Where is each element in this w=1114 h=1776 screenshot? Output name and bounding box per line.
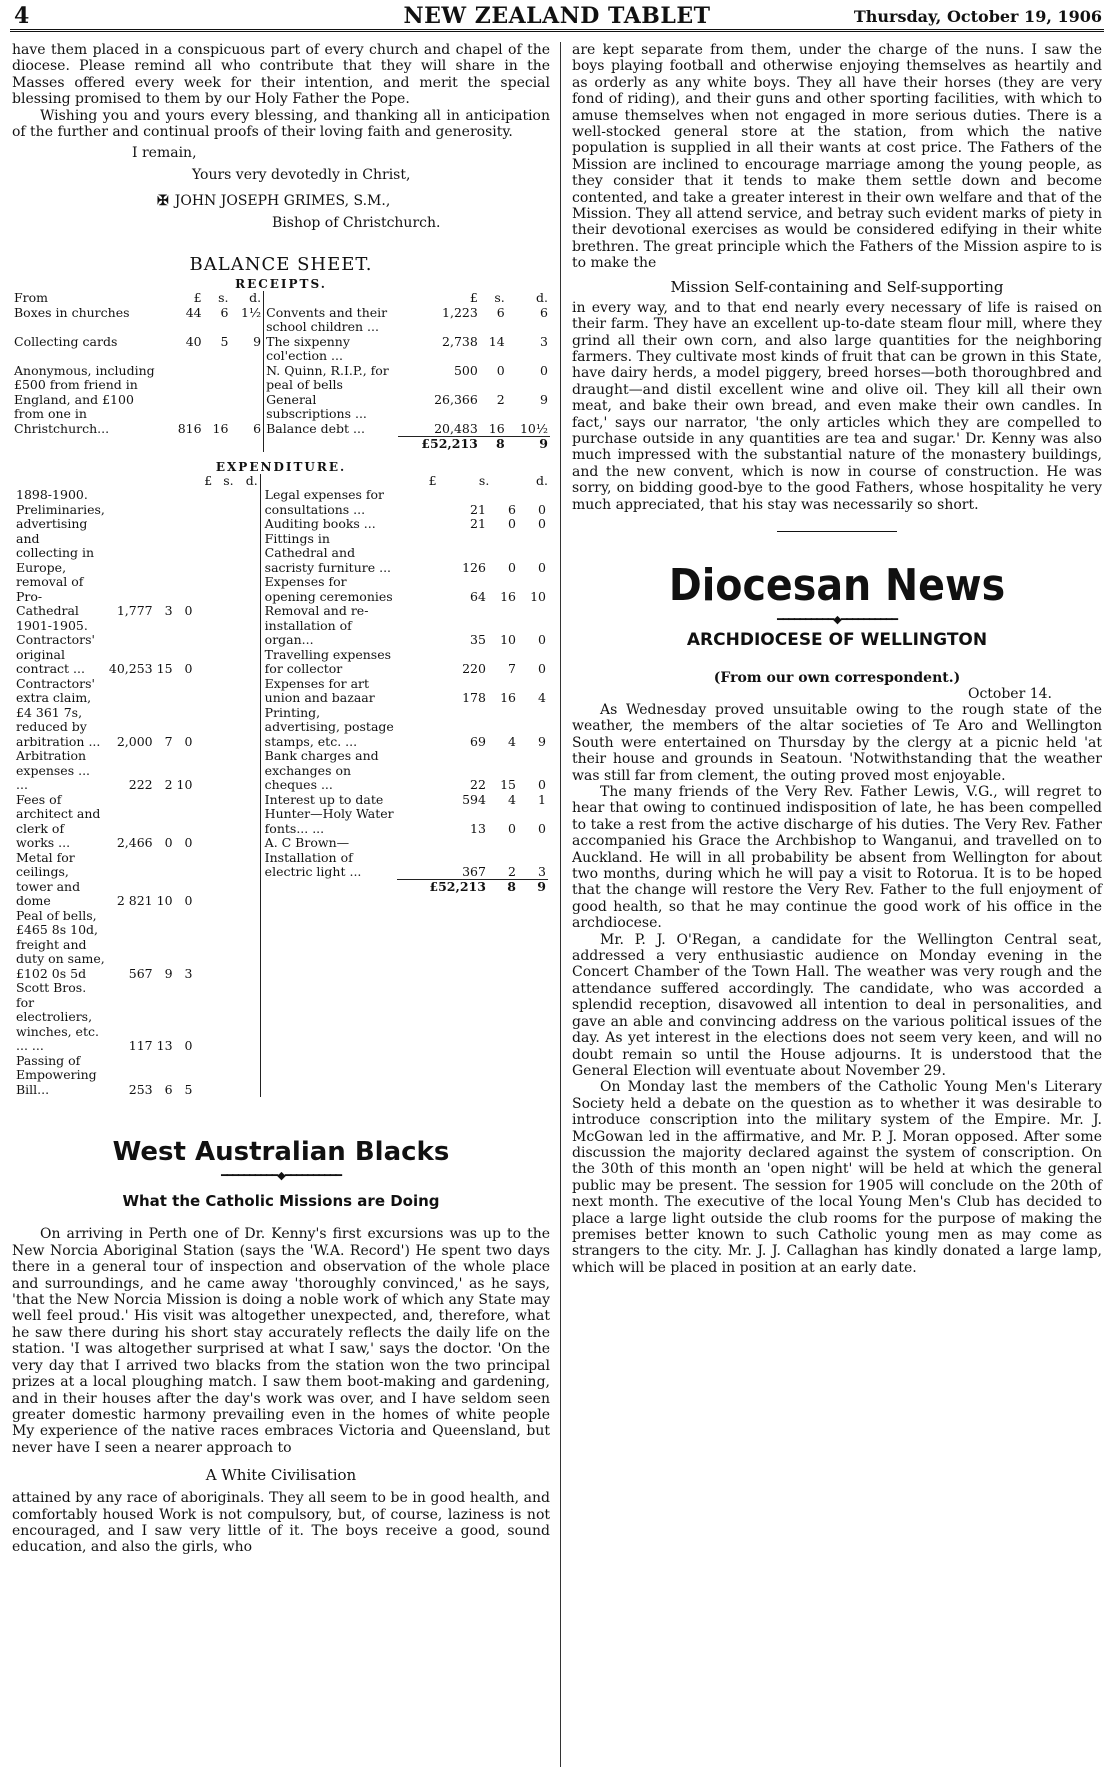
row-shillings: 6: [164, 1081, 173, 1097]
row-pounds: 816: [177, 421, 202, 437]
letter-sig-title: Bishop of Christchurch.: [272, 215, 441, 232]
total-shillings: 8: [488, 880, 518, 895]
column-divider: [560, 42, 561, 1767]
row-pence: 9: [253, 333, 262, 349]
cur-shilling: s.: [218, 290, 229, 306]
article-paragraph: are kept separate from them, under the charge of the nuns. I saw the boys playing football and otherwise enjoying themselves as heartily and as orderly as any white boys. They all have their horses (they are very fond of riding), and their guns and other sporting facilities, with which to amuse themselves when not engaged in more serious duties. There is a well-stocked general store at the station, from which the native population is supplied in all their wants at cost price. The Fathers of the Mission are inclined to encourage marriage among the young people, as they consider that it tends to make them settle down and become contented, and take a greater interest in their own welfare and that of the Mission. They all attend service, and betray such evident marks of piety in their devotional exercises as would be considered edifying in their white brethren. The great principle which the Fathers of the Mission aspire to is to make the: [572, 42, 1102, 272]
row-pounds: 178: [462, 690, 486, 706]
section-headline: Diocesan News: [668, 559, 1006, 611]
row-shillings: 15: [500, 777, 516, 793]
row-pence: 0: [538, 501, 546, 517]
table-row: [12, 306, 550, 335]
row-label: Collecting cards: [14, 333, 118, 349]
row-pence: 3: [184, 965, 193, 981]
row-pounds: 69: [470, 733, 486, 749]
row-shillings: 16: [488, 420, 505, 436]
row-label: Scott Bros. for electroliers, winches, etc. ... ...: [16, 980, 99, 1054]
cur-shilling: s.: [223, 472, 234, 488]
row-shillings: 6: [220, 304, 229, 320]
dateline: October 14.: [967, 685, 1052, 702]
article-subheadline: What the Catholic Missions are Doing: [122, 1192, 440, 1211]
row-pounds: 2,466: [116, 835, 153, 851]
row-label: Bank charges and exchanges on cheques ...: [264, 748, 379, 793]
row-label: Auditing books ...: [264, 516, 376, 532]
cur-pound: £: [428, 472, 437, 488]
row-label: Fittings in Cathedral and sacristy furniture ...: [264, 530, 392, 575]
row-pounds: 35: [470, 632, 486, 648]
table-row: [263, 604, 548, 648]
row-pounds: 21: [470, 516, 486, 532]
row-label: N. Quinn, R.I.P., for peal of bells: [264, 364, 399, 393]
row-pence: 6: [253, 421, 262, 437]
row-pence: 0: [184, 733, 193, 749]
receipts-table: [12, 291, 550, 452]
total-pounds: £52,213: [397, 880, 488, 895]
row-pence: 6: [540, 304, 548, 320]
cur-pence: d.: [536, 290, 548, 306]
row-label: 1901-1905. Contractors' original contract ...: [16, 617, 95, 677]
row-pence: 10: [530, 588, 546, 604]
table-row: [14, 1054, 194, 1098]
row-pounds: 64: [470, 588, 486, 604]
article-headline: West Australian Blacks: [112, 1137, 450, 1168]
table-row: [14, 851, 194, 909]
correspondent-line: (From our own correspondent.): [713, 669, 961, 686]
row-label: Convents and their school children ...: [264, 306, 399, 335]
row-label: Balance debt ...: [264, 422, 399, 437]
row-label: Anonymous, including £500 from friend in England, and £100 from one in Christchurch...: [14, 362, 155, 436]
diamond-rule-divider: ━━━━━━━━━━◆━━━━━━━━━━: [221, 1169, 341, 1183]
cur-pound: £: [204, 472, 213, 488]
row-pounds: 13: [470, 820, 486, 836]
row-pounds: 1,223: [442, 304, 478, 320]
row-pence: 9: [538, 733, 546, 749]
row-pounds: 253: [128, 1081, 153, 1097]
article-paragraph: in every way, and to that end nearly every necessary of life is raised on their farm. They have an excellent up-to-date steam flour mill, where they grind all their own corn, and also large quantities for the neighboring farmers. They cultivate most kinds of fruit that can be grown in this State, have dairy herds, a model piggery, breed horses—both thoroughbred and draught—and distil excellent wine and olive oil. They kill all their own meat, and bake their own bread, and even make their own candles. In fact,' says our narrator, 'the only articles which they are compelled to purchase outside in any quantities are tea and sugar.' Dr. Kenny was also much impressed with the substantial nature of the monastery buildings, and the new convent, which is now in course of construction. He was sorry, on bidding good-bye to the good Fathers, whose hospitality he very much appreciated, that his stay was necessarily so short.: [572, 299, 1102, 513]
diamond-rule-divider: ━━━━━━━━━━◆━━━━━━━━━━: [777, 612, 897, 626]
page-number: 4: [14, 3, 30, 29]
row-pence: 10½: [519, 420, 548, 436]
row-shillings: 2: [496, 391, 505, 407]
row-pounds: 367: [462, 863, 486, 879]
table-row: [263, 575, 548, 604]
row-shillings: 2: [508, 863, 516, 879]
row-shillings: 4: [508, 733, 516, 749]
row-pence: 3: [540, 333, 548, 349]
table-row: [14, 488, 194, 619]
article-paragraph: On Monday last the members of the Catholic Young Men's Literary Society held a debate on the question as to whether it was desirable to introduce conscription into the military system of the Empire. Mr. J. McGowan led in the affirmative, and Mr. P. J. Moran opposed. After some discussion the majority declared against the system of conscription. On the 30th of this month an 'open night' will be held at which the general public may be present. The session for 1905 will conclude on the 20th of next month. The executive of the local Young Men's Club has decided to place a large light outside the club rooms for the purpose of making the premises better known to such Catholic young men as may come as strangers to the city. Mr. J. J. Callaghan has kindly donated a large lamp, which will be placed in position at an early date.: [572, 1079, 1102, 1276]
row-pounds: 222: [128, 777, 153, 793]
row-pounds: 21: [470, 501, 486, 517]
letter-signature: JOHN JOSEPH GRIMES, S.M.,: [174, 193, 391, 210]
row-shillings: 0: [508, 559, 516, 575]
left-column: [12, 42, 550, 1556]
table-row: [14, 793, 194, 851]
table-row: [263, 793, 548, 808]
row-pounds: 500: [453, 362, 478, 378]
table-row: [14, 981, 194, 1054]
table-row: [14, 619, 194, 677]
row-pence: 3: [538, 863, 546, 879]
row-label: Expenses for art union and bazaar: [264, 675, 375, 706]
table-row: [263, 517, 548, 532]
row-label: Expenses for opening ceremonies: [264, 574, 393, 604]
table-row: [263, 532, 548, 576]
expenditure-total-row: [263, 880, 548, 895]
row-shillings: 10: [156, 893, 173, 909]
row-pence: 10: [176, 777, 193, 793]
row-label: General subscriptions ...: [264, 393, 399, 422]
row-pence: 0: [538, 820, 546, 836]
cur-pound: £: [469, 290, 478, 306]
row-pounds: 594: [462, 791, 486, 807]
row-shillings: 10: [500, 632, 516, 648]
row-pounds: 44: [185, 304, 202, 320]
row-shillings: 9: [164, 965, 173, 981]
row-label: Legal expenses for consultations ...: [264, 487, 385, 517]
row-label: Interest up to date: [264, 791, 384, 807]
row-label: Peal of bells, £465 8s 10d, freight and duty on same, £102 0s 5d: [16, 907, 105, 981]
letter-remain: I remain,: [132, 145, 197, 162]
cur-shilling: s.: [478, 472, 490, 488]
from-label: From: [14, 290, 49, 306]
row-pence: 0: [538, 777, 546, 793]
table-row: [12, 364, 550, 393]
row-pounds: 40: [185, 333, 202, 349]
row-pence: 0: [538, 661, 546, 677]
row-label: Printing, advertising, postage stamps, etc. ...: [264, 704, 394, 749]
row-shillings: 6: [508, 501, 516, 517]
table-row: [263, 677, 548, 706]
row-label: 1898-1900. Preliminaries, advertising and collecting in Europe, removal of Pro-Cathedral: [16, 487, 105, 619]
row-pounds: 220: [462, 661, 486, 677]
row-shillings: 3: [164, 603, 173, 619]
expenditure-title: EXPENDITURE.: [215, 459, 347, 474]
table-row: [263, 706, 548, 750]
row-pence: 0: [538, 516, 546, 532]
letter-paragraph: have them placed in a conspicuous part of every church and chapel of the diocese. Please remind all who contribute that they will share in the Masses offered every week for their intention, and merit the special blessing promised to them by our Holy Father the Pope.: [12, 42, 550, 108]
row-pounds: 20,483: [434, 420, 478, 436]
row-shillings: 16: [212, 421, 229, 437]
table-row: [263, 807, 548, 836]
row-pence: 0: [184, 835, 193, 851]
row-pounds: 2,738: [442, 333, 478, 349]
article-paragraph: attained by any race of aboriginals. They all seem to be in good health, and comfortably housed Work is not compulsory, but, of course, laziness is not encouraged, and I saw very little of it. The boys receive a good, sound education, and also the girls, who: [12, 1490, 550, 1556]
row-pounds: 2 821: [116, 893, 153, 909]
row-shillings: 0: [496, 362, 505, 378]
row-label: Fees of architect and clerk of works ...: [16, 791, 101, 851]
row-shillings: 16: [500, 588, 516, 604]
row-label: Boxes in churches: [14, 304, 130, 320]
row-label: Metal for ceilings, tower and dome: [16, 849, 81, 909]
row-label: A. C Brown—Installation of electric light ...: [264, 835, 362, 880]
row-pounds: 26,366: [434, 391, 478, 407]
right-column: [572, 42, 1102, 1276]
row-shillings: 2: [164, 777, 173, 793]
balance-sheet-title: BALANCE SHEET.: [189, 254, 373, 276]
cur-shilling: s.: [494, 290, 505, 306]
cur-pound: £: [193, 290, 202, 306]
total-pence: 9: [518, 880, 548, 895]
row-shillings: 0: [508, 820, 516, 836]
table-row: [263, 488, 548, 517]
row-pounds: 567: [128, 965, 153, 981]
row-pence: 5: [184, 1081, 193, 1097]
row-shillings: 4: [508, 791, 516, 807]
article-paragraph: Mr. P. J. O'Regan, a candidate for the Wellington Central seat, addressed a very enthusiastic audience on Monday evening in the Concert Chamber of the Town Hall. The weather was very rough and the attendance suffered accordingly. The candidate, who was accorded a splendid reception, disavowed all intention to deal in personalities, and gave an able and convincing address on the various political issues of the day. As yet interest in the elections does not seem very keen, and will no doubt remain so until the House adjourns. It is understood that the General Election will eventuate about November 29.: [572, 931, 1102, 1079]
row-shillings: 0: [164, 835, 173, 851]
cur-pence: d.: [249, 290, 262, 306]
table-row: [12, 335, 550, 364]
row-label: Removal and re-installation of organ...: [264, 603, 369, 648]
row-label: Passing of Empowering Bill...: [16, 1052, 97, 1097]
row-label: The sixpenny col'ection ...: [264, 335, 399, 364]
row-shillings: 16: [500, 690, 516, 706]
table-row: [14, 677, 194, 750]
expenditure-table: [12, 474, 550, 1098]
row-pence: 1: [538, 791, 546, 807]
article-paragraph: The many friends of the Very Rev. Father Lewis, V.G., will regret to hear that owing to continued indisposition of late, he has been compelled to take a rest from the active discharge of his duties. The Very Rev. Father accompanied his Grace the Archbishop to Wanganui, and travelled on to Auckland. He will in all probability be absent from Wellington for about two months, during which he will pay a visit to Rotorua. It is to be hoped that the change will restore the Very Rev. Father to the full enjoyment of good health, so that he may continue the good work of his office in the archdiocese.: [572, 784, 1102, 932]
row-shillings: 13: [156, 1038, 173, 1054]
row-pence: 0: [184, 893, 193, 909]
letter-yours: Yours very devotedly in Christ,: [192, 167, 411, 184]
cur-pence: d.: [245, 472, 258, 488]
total-shillings: 8: [480, 437, 507, 452]
table-row: [14, 909, 194, 982]
masthead: [10, 3, 1104, 32]
section-subheadline: ARCHDIOCESE OF WELLINGTON: [686, 629, 988, 650]
table-row: [263, 749, 548, 793]
section-subhead: A White Civilisation: [205, 1466, 357, 1485]
row-shillings: 14: [488, 333, 505, 349]
issue-date: Thursday, October 19, 1906: [853, 7, 1102, 26]
row-pence: 4: [538, 690, 546, 706]
table-row: [14, 749, 194, 793]
row-pounds: 1,777: [116, 603, 153, 619]
receipts-total-row: [12, 437, 550, 452]
row-label: Arbitration expenses ... ...: [16, 748, 91, 793]
total-pence: 9: [507, 437, 550, 452]
row-pence: 0: [538, 559, 546, 575]
newspaper-title: NEW ZEALAND TABLET: [403, 3, 711, 29]
row-shillings: 0: [508, 516, 516, 532]
row-shillings: 7: [508, 661, 516, 677]
letter-paragraph: Wishing you and yours every blessing, and thanking all in anticipation of the further and continual proofs of their loving faith and generosity.: [12, 107, 550, 141]
row-pence: 0: [184, 603, 193, 619]
row-label: Hunter—Holy Water fonts... ...: [264, 806, 394, 836]
total-pounds: £52,213: [398, 437, 480, 452]
row-pence: 1½: [241, 304, 262, 320]
row-label: Contractors' extra claim, £4 361 7s, reduced by arbitration ...: [16, 675, 101, 749]
row-shillings: 7: [164, 733, 173, 749]
row-pounds: 117: [128, 1038, 153, 1054]
article-paragraph: On arriving in Perth one of Dr. Kenny's first excursions was up to the New Norcia Aboriginal Station (says the 'W.A. Record') He spent two days there in a general tour of inspection and observation of the whole place and surroundings, and he came away 'thoroughly convinced,' as he says, 'that the New Norcia Mission is doing a noble work of which any State may well feel proud.' His visit was altogether unexpected, and, therefore, what he saw there during his short stay accurately reflects the daily life on the station. 'I was altogether surprised at what I saw,' says the doctor. 'On the very day that I arrived two blacks from the station won the two principal prizes at a local ploughing match. I saw them boot-making and gardening, and in their houses after the day's work was over, and I have seldom seen greater domestic harmony prevailing even in the homes of white people My experience of the native races embraces Victoria and Queensland, but never have I seen a nearer approach to: [12, 1226, 550, 1456]
row-pence: 0: [538, 632, 546, 648]
row-pounds: 2,000: [116, 733, 153, 749]
row-pence: 0: [540, 362, 548, 378]
row-pounds: 22: [470, 777, 486, 793]
cross-icon: ✠: [157, 193, 169, 210]
receipts-title: RECEIPTS.: [235, 277, 327, 292]
row-shillings: 5: [220, 333, 229, 349]
row-pounds: 126: [462, 559, 486, 575]
table-row: [263, 648, 548, 677]
row-pence: 0: [184, 661, 193, 677]
cur-pence: d.: [536, 472, 548, 488]
row-shillings: 6: [496, 304, 505, 320]
row-shillings: 15: [156, 661, 173, 677]
row-pence: 9: [540, 391, 548, 407]
row-label: Travelling expenses for collector: [264, 646, 392, 677]
row-pounds: 40,253: [108, 661, 153, 677]
section-rule: [777, 531, 897, 532]
article-paragraph: As Wednesday proved unsuitable owing to the rough state of the weather, the members of the altar societies of Te Aro and Wellington South were entertained on Thursday by the clergy at a picnic held 'at their house and grounds in Seatoun. 'Notwithstanding that the weather was still far from clement, the outing proved most enjoyable.: [572, 701, 1102, 784]
table-row: [263, 836, 548, 880]
section-subhead: Mission Self-containing and Self-supporting: [670, 277, 1004, 296]
row-pence: 0: [184, 1038, 193, 1054]
